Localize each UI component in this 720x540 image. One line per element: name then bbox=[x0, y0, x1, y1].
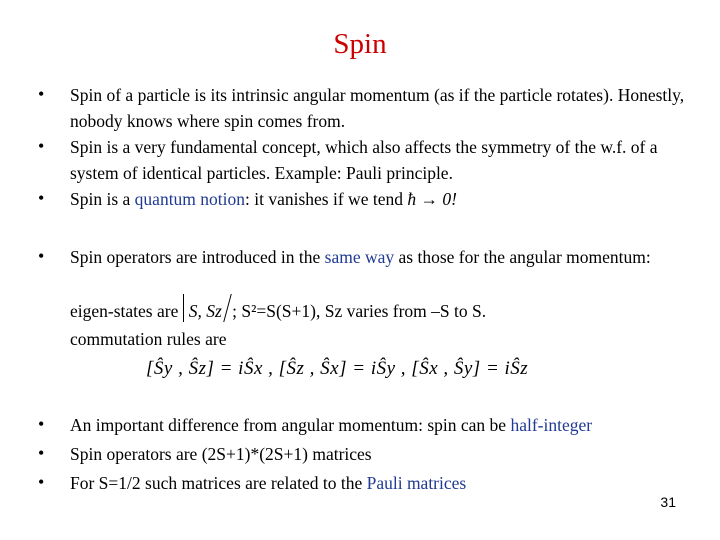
slide-title: Spin bbox=[333, 28, 387, 60]
hbar-limit-math: ħ → 0! bbox=[407, 189, 457, 209]
bullet-marker: • bbox=[38, 472, 45, 492]
bullet-marker: • bbox=[38, 136, 45, 156]
quantum-notion-link[interactable]: quantum notion bbox=[134, 189, 246, 209]
text-span: : it vanishes if we tend bbox=[245, 189, 408, 209]
text-span: Spin is a bbox=[70, 189, 135, 209]
bullet-text-matrices: Spin operators are (2S+1)*(2S+1) matrices bbox=[70, 444, 372, 464]
bullet-marker: • bbox=[38, 84, 45, 104]
bullet-text-half-integer bbox=[70, 412, 690, 438]
half-integer-link[interactable]: half-integer bbox=[510, 415, 593, 435]
bullet-text-pauli bbox=[70, 470, 690, 496]
text-span: Spin operators are introduced in the bbox=[70, 247, 325, 267]
commutation-label: commutation rules are bbox=[70, 329, 227, 349]
bullet-marker: • bbox=[38, 188, 45, 208]
bullet-marker: • bbox=[38, 246, 45, 266]
pauli-matrices-link[interactable]: Pauli matrices bbox=[366, 473, 467, 493]
bullet-text-quantum bbox=[70, 186, 690, 212]
bullet-marker: • bbox=[38, 443, 45, 463]
bullet-text-operators bbox=[70, 244, 690, 270]
same-way-link[interactable]: same way bbox=[324, 247, 395, 267]
bullet-text-intrinsic: Spin of a particle is its intrinsic angular momentum (as if the particle rotates). Honestly, nobody knows where spin comes from. bbox=[70, 85, 685, 131]
bullet-marker: • bbox=[38, 414, 45, 434]
text-span: ; S²=S(S+1), Sz varies from –S to S. bbox=[227, 301, 487, 321]
text-span: For S=1/2 such matrices are related to the bbox=[70, 473, 367, 493]
text-span: An important difference from angular momentum: spin can be bbox=[70, 415, 511, 435]
eigenstates-line bbox=[70, 298, 690, 324]
bullet-text-fundamental: Spin is a very fundamental concept, which also affects the symmetry of the w.f. of a system of identical particles. Example: Pauli principle. bbox=[70, 137, 658, 183]
text-span: eigen-states are bbox=[70, 301, 183, 321]
page-number: 31 bbox=[660, 494, 676, 510]
ket-notation: S, Sz bbox=[183, 298, 228, 324]
commutation-equation: [Ŝy , Ŝz] = iŜx , [Ŝz , Ŝx] = iŜy , [Ŝx , Ŝy] = iŜz bbox=[146, 358, 529, 379]
text-span: as those for the angular momentum: bbox=[394, 247, 651, 267]
